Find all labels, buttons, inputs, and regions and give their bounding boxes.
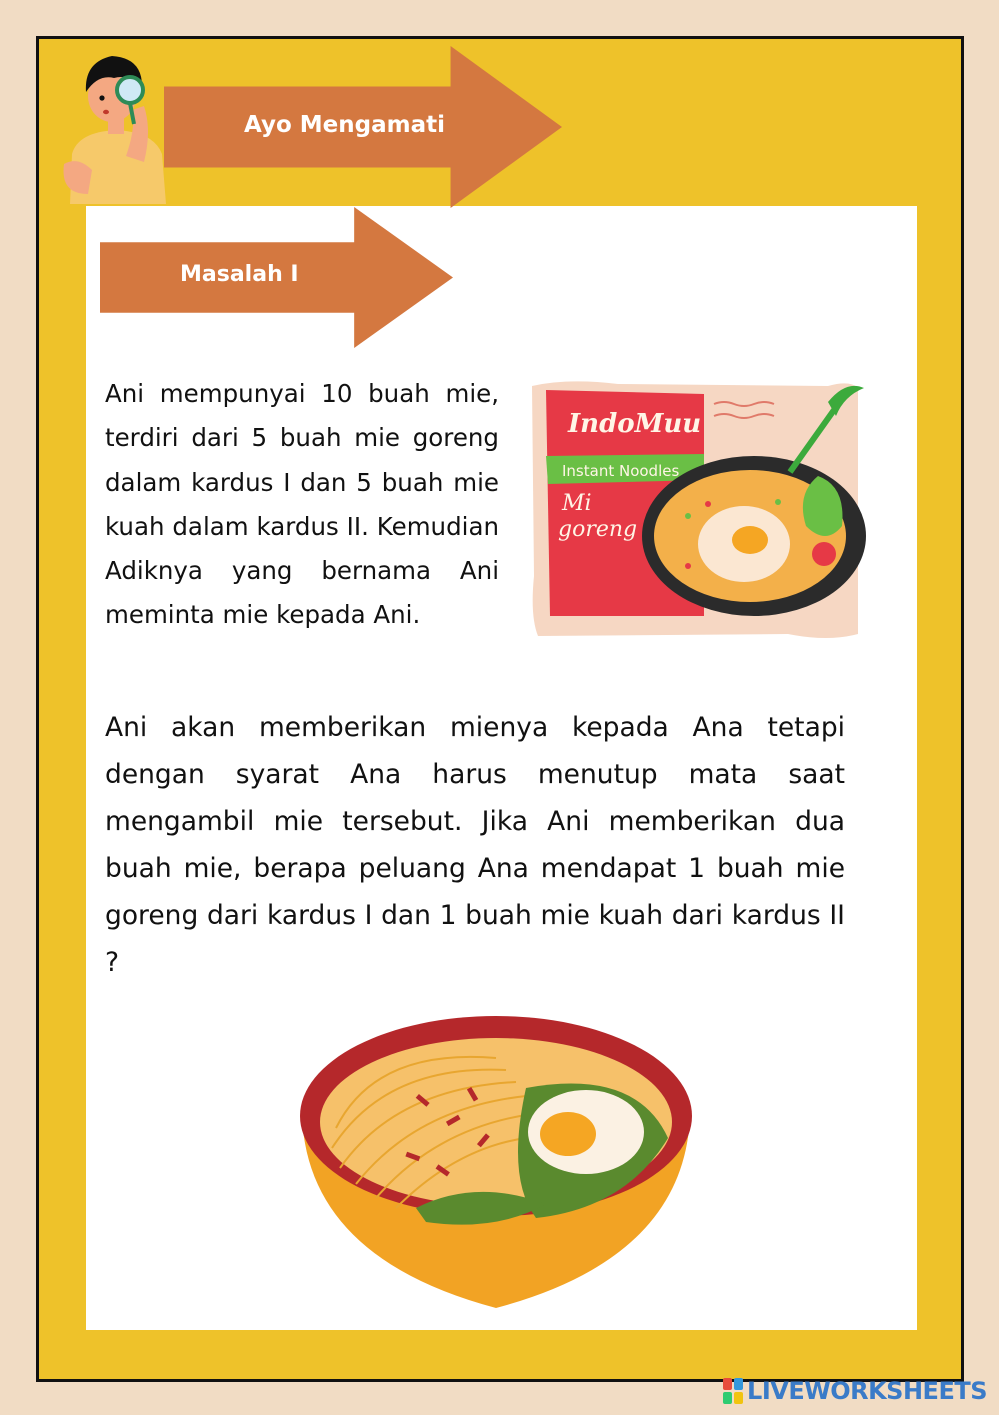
package-line-2: Mi bbox=[562, 491, 592, 516]
section-title: Ayo Mengamati bbox=[244, 112, 445, 138]
package-line-1: Instant Noodles bbox=[562, 462, 680, 480]
footer-brand-text: LIVEWORKSHEETS bbox=[747, 1377, 987, 1405]
kid-magnifier-icon bbox=[58, 44, 176, 204]
noodle-package-icon bbox=[528, 376, 870, 642]
problem-paragraph-2: Ani akan memberikan mienya kepada Ana tetapi dengan syarat Ana harus menutup mata saat mengambil mie tersebut. Jika Ani memberikan dua buah mie, berapa peluang Ana mendapat 1 buah mie goreng dari kardus I dan 1 buah mie kuah dari kardus II ? bbox=[105, 712, 845, 978]
problem-title: Masalah I bbox=[180, 262, 299, 287]
noodle-bowl-icon bbox=[296, 1008, 696, 1312]
problem-paragraph-1: Ani mempunyai 10 buah mie, terdiri dari 5 buah mie goreng dalam kardus I dan 5 buah mie kuah dalam kardus II. Kemudian Adiknya yang bernama Ani meminta mie kepada Ani. bbox=[105, 379, 499, 630]
package-brand: IndoMuu bbox=[568, 409, 702, 439]
footer-brand bbox=[723, 1377, 987, 1405]
package-line-3: goreng bbox=[558, 517, 638, 542]
liveworksheets-logo-icon bbox=[723, 1378, 743, 1404]
